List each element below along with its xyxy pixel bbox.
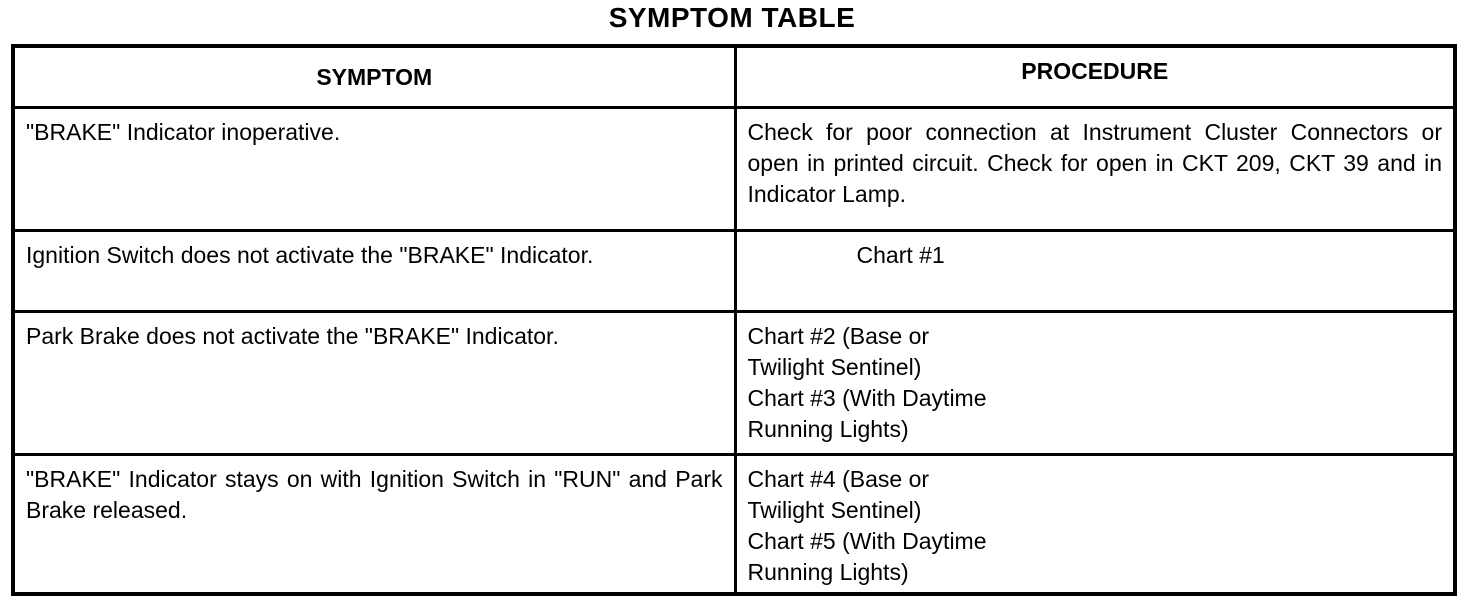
procedure-line: Twilight Sentinel) [747,354,922,380]
symptom-text: Park Brake does not activate the "BRAKE" Indicator. [26,323,559,349]
symptom-text: Ignition Switch does not activate the "BRAKE" Indicator. [26,242,594,268]
symptom-cell [13,312,735,455]
procedure-cell [735,231,1455,312]
symptom-cell [13,231,735,312]
procedure-line: Chart #5 (With Daytime [747,528,987,554]
procedure-lines [737,313,1454,445]
column-header-symptom [13,46,735,108]
symptom-text: "BRAKE" Indicator inoperative. [26,119,341,145]
procedure-cell [735,108,1455,231]
symptom-cell [13,455,735,595]
procedure-line: Running Lights) [747,416,909,442]
column-header-procedure [735,46,1455,108]
procedure-line: Twilight Sentinel) [747,497,922,523]
table-row [13,455,1455,595]
symptom-text: "BRAKE" Indicator stays on with Ignition Switch in "RUN" and Park Brake released. [26,466,723,523]
procedure-header-label: PROCEDURE [1021,58,1169,84]
procedure-line: Chart #3 (With Daytime [747,385,987,411]
page-title: SYMPTOM TABLE [608,2,856,33]
symptom-header-label: SYMPTOM [316,64,433,90]
procedure-lines [737,456,1454,588]
procedure-line: Chart #4 (Base or [747,466,930,492]
procedure-line: Running Lights) [747,559,909,585]
procedure-text: Check for poor connection at Instrument Cluster Connectors or open in printed circuit. Check for open in CKT 209, CKT 39 and in Indicator Lamp. [747,119,1442,207]
symptom-table [11,44,1457,596]
procedure-cell [735,455,1455,595]
table-header-row [13,46,1455,108]
procedure-line: Chart #2 (Base or [747,323,930,349]
table-row [13,108,1455,231]
table-row [13,231,1455,312]
table-row [13,312,1455,455]
procedure-cell [735,312,1455,455]
symptom-cell [13,108,735,231]
procedure-text: Chart #1 [856,242,945,268]
